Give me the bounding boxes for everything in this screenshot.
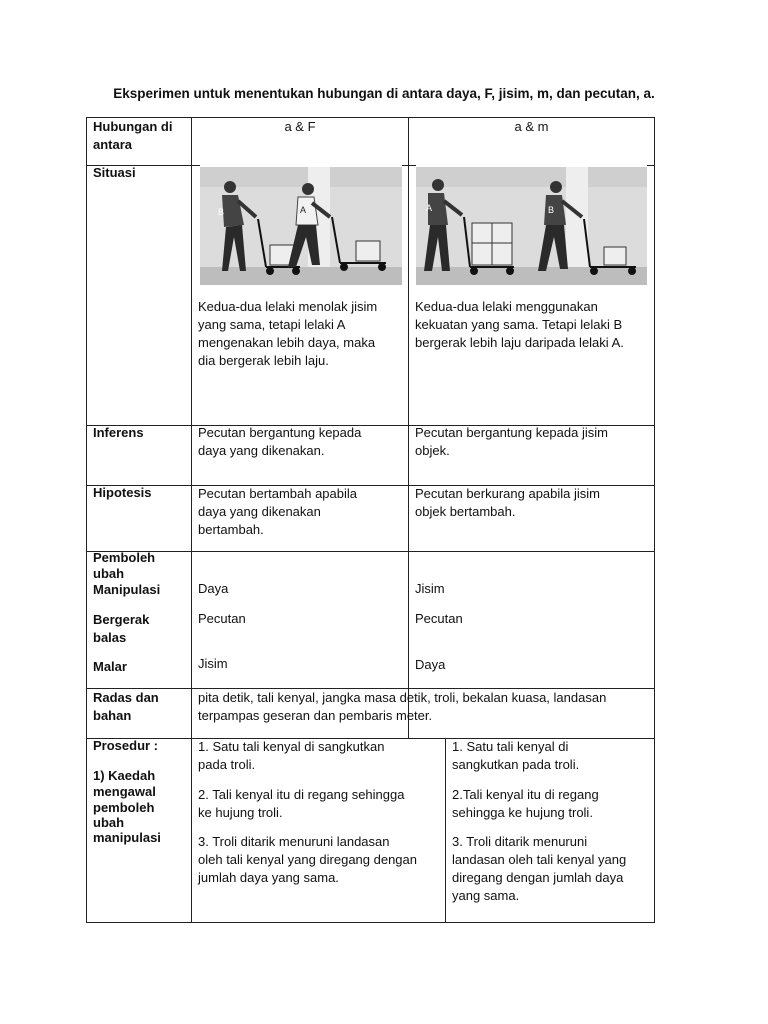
row-line-header-mid [402,165,416,166]
prosedur-col2-step2-line2: sehingga ke hujung troli. [452,805,593,820]
page-title: Eksperimen untuk menentukan hubungan di antara daya, F, jisim, m, dan pecutan, a. [113,86,655,101]
malar-label: Malar [93,659,127,674]
table-border-left [86,117,87,923]
left-man-b-label: B [218,207,225,217]
prosedur-col1-step2-line2: ke hujung troli. [198,805,283,820]
situasi-col1-line4: dia bergerak lebih laju. [198,353,329,368]
prosedur-col1-step3-line3: jumlah daya yang sama. [198,870,339,885]
inferens-col1-line2: daya yang dikenakan. [198,443,325,458]
manipulasi-col2: Jisim [415,581,445,596]
hipotesis-col1-line3: bertambah. [198,522,264,537]
right-man-b-label: B [548,205,555,215]
table-border-right [654,117,655,923]
manipulasi-col1: Daya [198,581,229,596]
prosedur-col2-step3-line4: yang sama. [452,888,520,903]
left-man-a-label: A [300,205,307,215]
prosedur-col2-step3-line3: diregang dengan jumlah daya [452,870,624,885]
situasi-col1-line2: yang sama, tetapi lelaki A [198,317,346,332]
prosedur-col1-step3-line1: 3. Troli ditarik menuruni landasan [198,834,390,849]
prosedur-col2-step3-line1: 3. Troli ditarik menuruni [452,834,588,849]
table-border-bottom [86,922,655,923]
inferens-col2-line2: objek. [415,443,450,458]
manipulasi-label-line1: Pemboleh [93,550,156,565]
header-col2: a & m [514,119,549,134]
situasi-label: Situasi [93,165,136,180]
prosedur-label-line7: manipulasi [93,830,161,845]
bergerak-col1: Pecutan [198,611,246,626]
prosedur-col2-step1-line1: 1. Satu tali kenyal di [452,739,569,754]
prosedur-label-line4: mengawal [93,784,156,799]
col-divider-2 [408,117,409,739]
header-col1: a & F [284,119,316,134]
inferens-label: Inferens [93,425,144,440]
col-divider-procedure [445,738,446,923]
prosedur-col1-step2-line1: 2. Tali kenyal itu di regang sehingga [198,787,405,802]
illustration-mass [416,167,647,285]
right-man-a-label: A [426,203,433,213]
radas-text-line2: terpampas geseran dan pembaris meter. [198,708,433,723]
bergerak-label-line1: Bergerak [93,612,150,627]
inferens-col1-line1: Pecutan bergantung kepada [198,425,362,440]
inferens-col2-line1: Pecutan bergantung kepada jisim [415,425,608,440]
situasi-col1-line1: Kedua-dua lelaki menolak jisim [198,299,378,314]
hipotesis-label: Hipotesis [93,485,152,500]
radas-label-line2: bahan [93,708,132,723]
prosedur-col2-step1-line2: sangkutkan pada troli. [452,757,580,772]
prosedur-col1-step3-line2: oleh tali kenyal yang diregang dengan [198,852,418,867]
situasi-col2-line2: kekuatan yang sama. Tetapi lelaki B [415,317,623,332]
radas-label-line1: Radas dan [93,690,159,705]
hipotesis-col2-line2: objek bertambah. [415,504,516,519]
prosedur-col1-step1-line2: pada troli. [198,757,256,772]
hipotesis-col1-line2: daya yang dikenakan [198,504,321,519]
manipulasi-label-line3: Manipulasi [93,582,161,597]
prosedur-label-line1: Prosedur : [93,738,159,753]
col-divider-1 [191,117,192,923]
prosedur-col1-step1-line1: 1. Satu tali kenyal di sangkutkan [198,739,385,754]
radas-text-line1: pita detik, tali kenyal, jangka masa detik, troli, bekalan kuasa, landasan [198,690,607,705]
header-label-line2: antara [93,137,133,152]
prosedur-col2-step3-line2: landasan oleh tali kenyal yang [452,852,627,867]
situasi-col2-line3: bergerak lebih laju daripada lelaki A. [415,335,624,350]
bergerak-col2: Pecutan [415,611,463,626]
illustration-force [200,167,402,285]
situasi-col2-line1: Kedua-dua lelaki menggunakan [415,299,598,314]
prosedur-label-line6: ubah [93,815,125,830]
hipotesis-col1-line1: Pecutan bertambah apabila [198,486,358,501]
prosedur-label-line3: 1) Kaedah [93,768,156,783]
bergerak-label-line2: balas [93,630,127,645]
prosedur-col2-step2-line1: 2.Tali kenyal itu di regang [452,787,599,802]
malar-col1: Jisim [198,656,228,671]
row-line-pemboleh [86,551,655,552]
situasi-col1-line3: mengenakan lebih daya, maka [198,335,376,350]
prosedur-label-line5: pemboleh [93,800,155,815]
row-line-header-right [647,165,655,166]
hipotesis-col2-line1: Pecutan berkurang apabila jisim [415,486,600,501]
malar-col2: Daya [415,657,446,672]
manipulasi-label-line2: ubah [93,566,125,581]
header-label-line1: Hubungan di [93,119,173,134]
